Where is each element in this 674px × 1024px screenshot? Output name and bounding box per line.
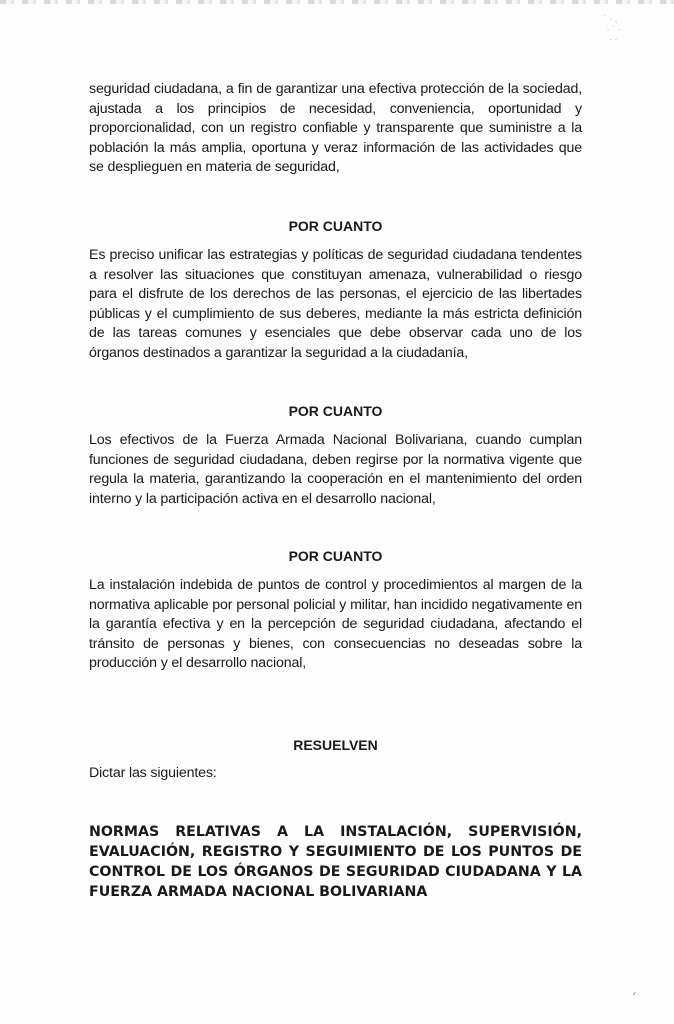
scan-specks: ˙ · ‚ · ˙ · · · (604, 14, 621, 44)
resolve-heading: RESUELVEN (293, 737, 378, 753)
intro-paragraph: seguridad ciudadana, a fin de garantizar una efectiva protección de la sociedad, ajustada a los principios de necesidad, conveniencia, oportunidad y proporcionalidad, con un registro confiable y transparente que suministre a la población la más amplia, oportuna y veraz información de las actividades que se desplieguen en materia de seguridad, (89, 81, 582, 176)
section-paragraph-2: Los efectivos de la Fuerza Armada Nacional Bolivariana, cuando cumplan funciones de seguridad ciudadana, deben regirse por la normativa vigente que regula la materia, garantizando la cooperación en el mantenimiento del orden interno y la participación activa en el desarrollo nacional, (89, 432, 582, 507)
section-heading-3: POR CUANTO (288, 548, 383, 564)
scan-mark: ʻ (632, 990, 636, 1004)
scan-edge (0, 0, 674, 4)
resolve-text: Dictar las siguientes: (89, 765, 217, 781)
section-heading-1: POR CUANTO (288, 218, 383, 234)
section-paragraph-1: Es preciso unificar las estrategias y políticas de seguridad ciudadana tendentes a resolver las situaciones que constituyan amenaza, vulnerabilidad o riesgo para el disfrute de los derechos de las personas, el ejercicio de las libertades públicas y el cumplimiento de sus deberes, mediante la más estricta definición de las tareas comunes y esenciales que debe observar cada uno de los órganos destinados a garantizar la seguridad a la ciudadanía, (89, 247, 582, 361)
norms-title: NORMAS RELATIVAS A LA INSTALACIÓN, SUPERVISIÓN, EVALUACIÓN, REGISTRO Y SEGUIMIENTO DE LOS PUNTOS DE CONTROL DE LOS ÓRGANOS DE SEGURIDAD CIUDADANA Y LA FUERZA ARMADA NACIONAL BOLIVARIANA (89, 824, 582, 900)
section-paragraph-3: La instalación indebida de puntos de control y procedimientos al margen de la normativa aplicable por personal policial y militar, han incidido negativamente en la garantía efectiva y en la percepción de seguridad ciudadana, afectando el tránsito de personas y bienes, con consecuencias no deseadas sobre la producción y el desarrollo nacional, (89, 577, 582, 672)
section-heading-2: POR CUANTO (288, 403, 383, 419)
